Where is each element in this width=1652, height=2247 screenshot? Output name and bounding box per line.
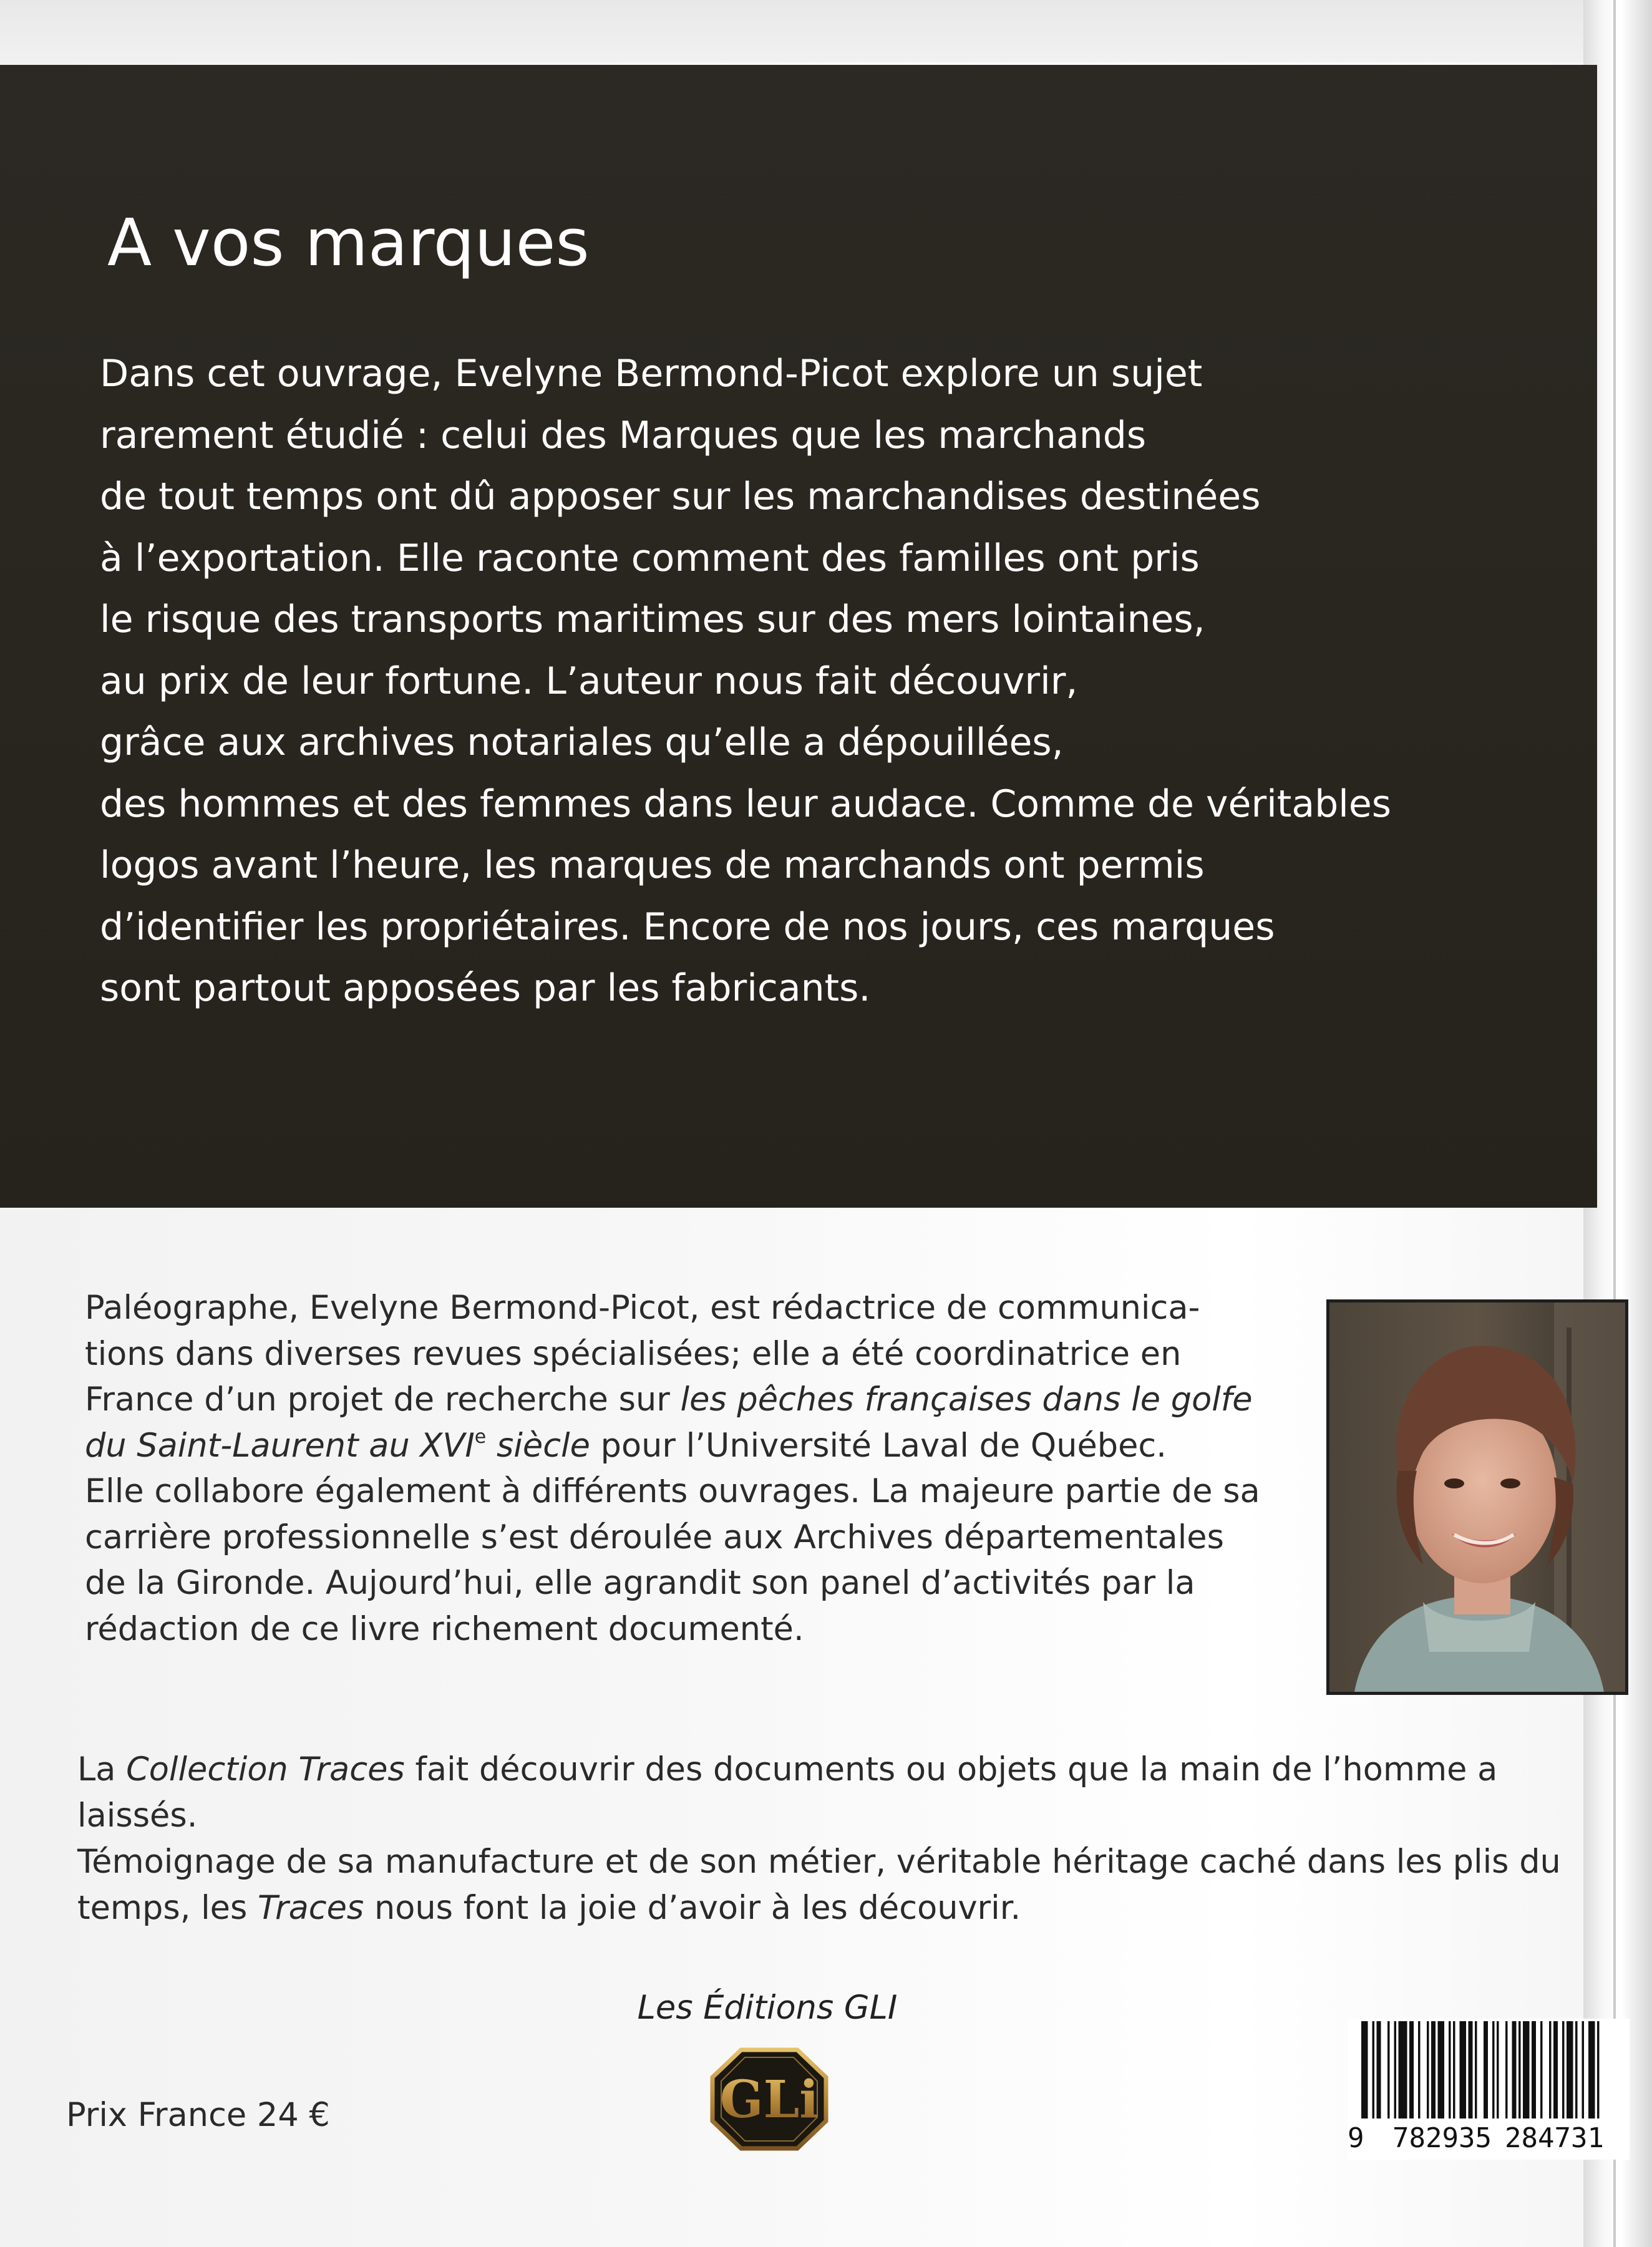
bio-italic-text: siècle bbox=[486, 1426, 590, 1465]
bio-line bbox=[85, 1423, 1320, 1469]
barcode-bar bbox=[1597, 2021, 1600, 2118]
bio-line bbox=[85, 1377, 1320, 1423]
barcode-bar bbox=[1438, 2021, 1445, 2118]
barcode-bar bbox=[1427, 2021, 1429, 2118]
barcode-bar bbox=[1492, 2021, 1495, 2118]
synopsis-line: à l’exportation. Elle raconte comment des familles ont pris bbox=[100, 536, 1200, 580]
isbn-group-right: 284731 bbox=[1505, 2122, 1604, 2154]
barcode-bars bbox=[1360, 2019, 1635, 2125]
barcode-bar bbox=[1409, 2021, 1414, 2118]
collection-line bbox=[77, 1885, 1600, 1931]
synopsis-line: Dans cet ouvrage, Evelyne Bermond-Picot explore un sujet bbox=[100, 352, 1203, 396]
collection-text: fait découvrir des documents ou objets que la main de l’homme a bbox=[404, 1750, 1498, 1788]
bio-line: Paléographe, Evelyne Bermond-Picot, est rédactrice de communica- bbox=[85, 1289, 1200, 1327]
barcode-bar bbox=[1387, 2021, 1390, 2118]
barcode-bar bbox=[1373, 2021, 1375, 2118]
barcode-bar bbox=[1469, 2021, 1473, 2118]
synopsis-line: de tout temps ont dû apposer sur les marchandises destinées bbox=[100, 475, 1261, 518]
synopsis-line: sont partout apposées par les fabricants. bbox=[100, 966, 871, 1010]
barcode-bar bbox=[1532, 2021, 1536, 2118]
barcode-bar bbox=[1449, 2021, 1451, 2118]
collection-italic-text: Traces bbox=[258, 1889, 364, 1927]
collection-description bbox=[77, 1747, 1600, 1931]
barcode-bar bbox=[1540, 2021, 1543, 2118]
synopsis-line: d’identifier les propriétaires. Encore de nos jours, ces marques bbox=[100, 905, 1275, 949]
synopsis-line: le risque des transports maritimes sur des mers lointaines, bbox=[100, 598, 1205, 641]
book-title: A vos marques bbox=[107, 205, 590, 281]
collection-line bbox=[77, 1747, 1600, 1793]
barcode-bar bbox=[1394, 2021, 1397, 2118]
bio-line: Elle collabore également à différents ouvrages. La majeure partie de sa bbox=[85, 1472, 1260, 1510]
author-bio bbox=[85, 1285, 1320, 1652]
isbn-number bbox=[1348, 2118, 1622, 2156]
barcode-bar bbox=[1377, 2021, 1381, 2118]
barcode-bar bbox=[1582, 2021, 1585, 2118]
bio-text: France d’un projet de recherche sur bbox=[85, 1381, 681, 1419]
price-label: Prix France 24 € bbox=[66, 2096, 330, 2134]
synopsis-line: logos avant l’heure, les marques de marchands ont permis bbox=[100, 843, 1205, 887]
bio-italic-text: du Saint-Laurent au XVI bbox=[85, 1426, 475, 1465]
barcode-bar bbox=[1361, 2021, 1368, 2118]
isbn-group-left: 782935 bbox=[1392, 2122, 1492, 2154]
barcode-bar bbox=[1431, 2021, 1436, 2118]
collection-line: laissés. bbox=[77, 1797, 198, 1835]
barcode-bar bbox=[1567, 2021, 1573, 2118]
isbn-barcode bbox=[1348, 2019, 1630, 2160]
barcode-bar bbox=[1523, 2021, 1530, 2118]
barcode-bar bbox=[1575, 2021, 1578, 2118]
collection-text: La bbox=[77, 1750, 127, 1788]
barcode-bar bbox=[1553, 2021, 1558, 2118]
barcode-bar bbox=[1497, 2021, 1499, 2118]
bio-line: carrière professionnelle s’est déroulée aux Archives départementales bbox=[85, 1518, 1224, 1556]
bio-line: de la Gironde. Aujourd’hui, elle agrandit son panel d’activités par la bbox=[85, 1564, 1195, 1602]
barcode-bar bbox=[1475, 2021, 1477, 2118]
collection-text: nous font la joie d’avoir à les découvrir. bbox=[364, 1889, 1021, 1927]
bio-line: rédaction de ce livre richement documenté. bbox=[85, 1609, 804, 1648]
author-portrait-image bbox=[1329, 1303, 1625, 1692]
synopsis-line: rarement étudié : celui des Marques que les marchands bbox=[100, 413, 1147, 457]
barcode-bar bbox=[1399, 2021, 1407, 2118]
synopsis-text bbox=[100, 343, 1566, 1019]
collection-italic-text: Collection Traces bbox=[126, 1750, 405, 1788]
barcode-bar bbox=[1562, 2021, 1565, 2118]
barcode-bar bbox=[1512, 2021, 1517, 2118]
publisher-name: Les Éditions GLI bbox=[637, 1989, 898, 2027]
barcode-bar bbox=[1588, 2021, 1595, 2118]
bio-text: pour l’Université Laval de Québec. bbox=[590, 1426, 1167, 1465]
synopsis-line: grâce aux archives notariales qu’elle a dépouillées, bbox=[100, 721, 1064, 764]
barcode-bar bbox=[1518, 2021, 1521, 2118]
gli-logo bbox=[710, 2047, 828, 2151]
barcode-bar bbox=[1505, 2021, 1508, 2118]
collection-line: Témoignage de sa manufacture et de son métier, véritable héritage caché dans les plis du bbox=[77, 1843, 1561, 1881]
synopsis-line: des hommes et des femmes dans leur audace. Comme de véritables bbox=[100, 782, 1392, 826]
isbn-lead-digit: 9 bbox=[1348, 2122, 1364, 2154]
barcode-bar bbox=[1418, 2021, 1421, 2118]
barcode-bar bbox=[1453, 2021, 1455, 2118]
synopsis-line: au prix de leur fortune. L’auteur nous fait découvrir, bbox=[100, 659, 1078, 703]
bio-line: tions dans diverses revues spécialisées; elle a été coordinatrice en bbox=[85, 1334, 1182, 1373]
cover-top-margin bbox=[0, 0, 1652, 62]
spine-fold-line bbox=[1613, 0, 1616, 2247]
author-photo bbox=[1326, 1299, 1628, 1695]
gli-logo-text: GLi bbox=[719, 2070, 819, 2130]
collection-text: temps, les bbox=[77, 1889, 258, 1927]
century-superscript: e bbox=[474, 1425, 487, 1448]
bio-italic-text: les pêches françaises dans le golfe bbox=[680, 1381, 1253, 1419]
barcode-bar bbox=[1484, 2021, 1488, 2118]
barcode-bar bbox=[1549, 2021, 1552, 2118]
barcode-bar bbox=[1460, 2021, 1467, 2118]
